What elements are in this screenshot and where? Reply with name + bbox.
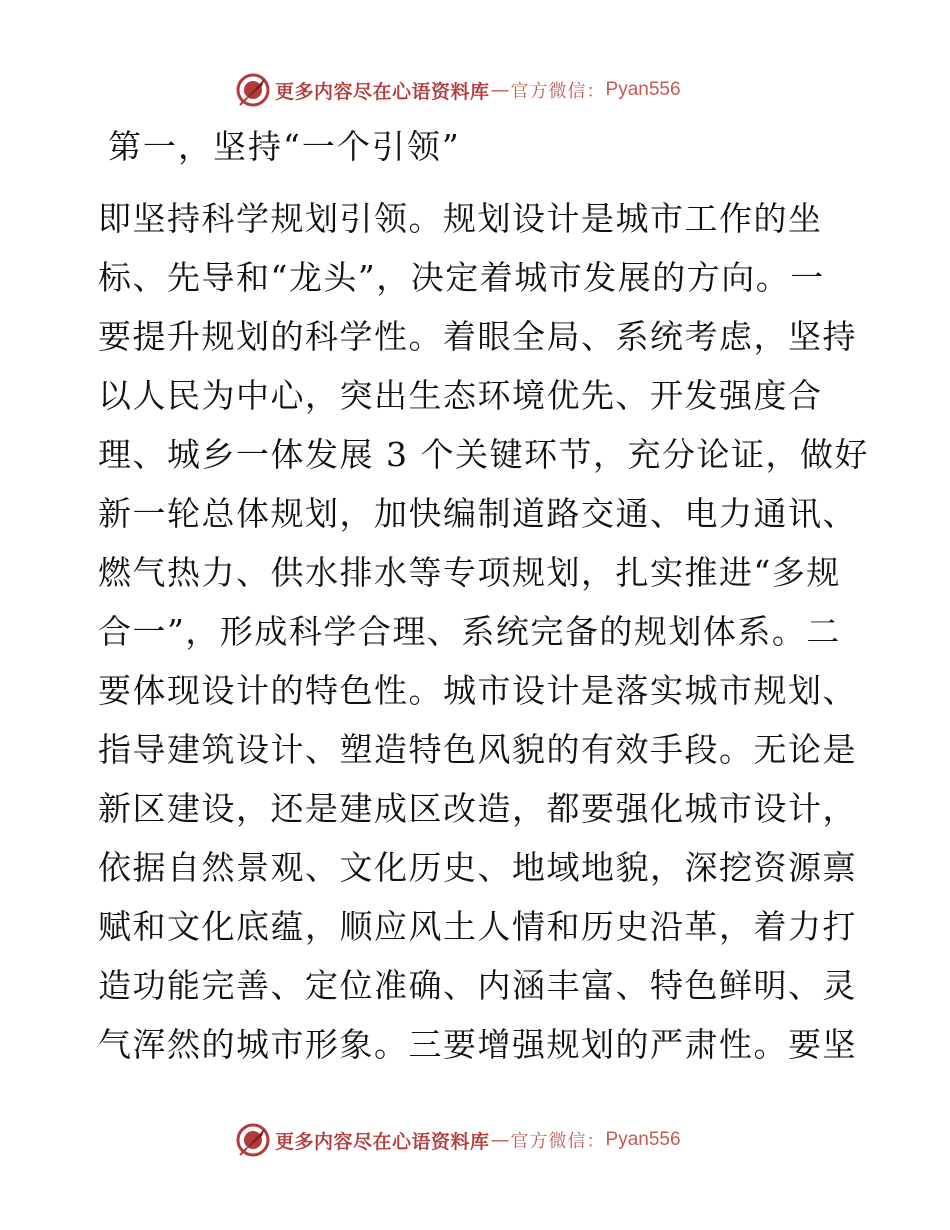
footer-watermark [235, 1120, 715, 1160]
body-line: 要提升规划的科学性。着眼全局、系统考虑，坚持 [98, 317, 857, 356]
body-line: 新一轮总体规划，加快编制道路交通、电力通讯、 [98, 494, 857, 533]
watermark-wechat-label: 官方微信： [510, 81, 606, 102]
body-line: 标、先导和“龙头”，决定着城市发展的方向。一 [98, 258, 825, 297]
watermark-site-text: 更多内容尽在心语资料库 [275, 80, 490, 103]
watermark-site-text: 更多内容尽在心语资料库 [275, 1130, 490, 1153]
body-line: 合一”，形成科学合理、系统完备的规划体系。二 [98, 612, 841, 651]
section-heading: 第一，坚持“一个引领” [108, 127, 461, 166]
watermark-wechat-id: Pyan556 [605, 1129, 681, 1150]
body-line: 新区建设，还是建成区改造，都要强化城市设计， [98, 789, 857, 828]
body-line: 燃气热力、供水排水等专项规划，扎实推进“多规 [98, 553, 841, 592]
watermark-dash: — [490, 1129, 510, 1151]
body-line: 以人民为中心，突出生态环境优先、开发强度合 [98, 376, 823, 415]
body-line: 造功能完善、定位准确、内涵丰富、特色鲜明、灵 [98, 966, 857, 1005]
watermark-wechat-label: 官方微信： [510, 1131, 606, 1152]
quill-seal-icon [235, 1122, 271, 1158]
body-line: 指导建筑设计、塑造特色风貌的有效手段。无论是 [98, 730, 857, 769]
body-line: 赋和文化底蕴，顺应风土人情和历史沿革，着力打 [98, 907, 857, 946]
header-watermark [235, 70, 715, 110]
body-line: 理、城乡一体发展 3 个关键环节，充分论证，做好 [98, 435, 869, 474]
watermark-wechat-id: Pyan556 [605, 79, 681, 100]
body-line: 依据自然景观、文化历史、地域地貌，深挖资源禀 [98, 848, 857, 887]
watermark-dash: — [490, 79, 510, 101]
body-line: 要体现设计的特色性。城市设计是落实城市规划、 [98, 671, 857, 710]
quill-seal-icon [235, 72, 271, 108]
body-line: 即坚持科学规划引领。规划设计是城市工作的坐 [98, 199, 823, 238]
body-line: 气浑然的城市形象。三要增强规划的严肃性。要坚 [98, 1025, 857, 1064]
